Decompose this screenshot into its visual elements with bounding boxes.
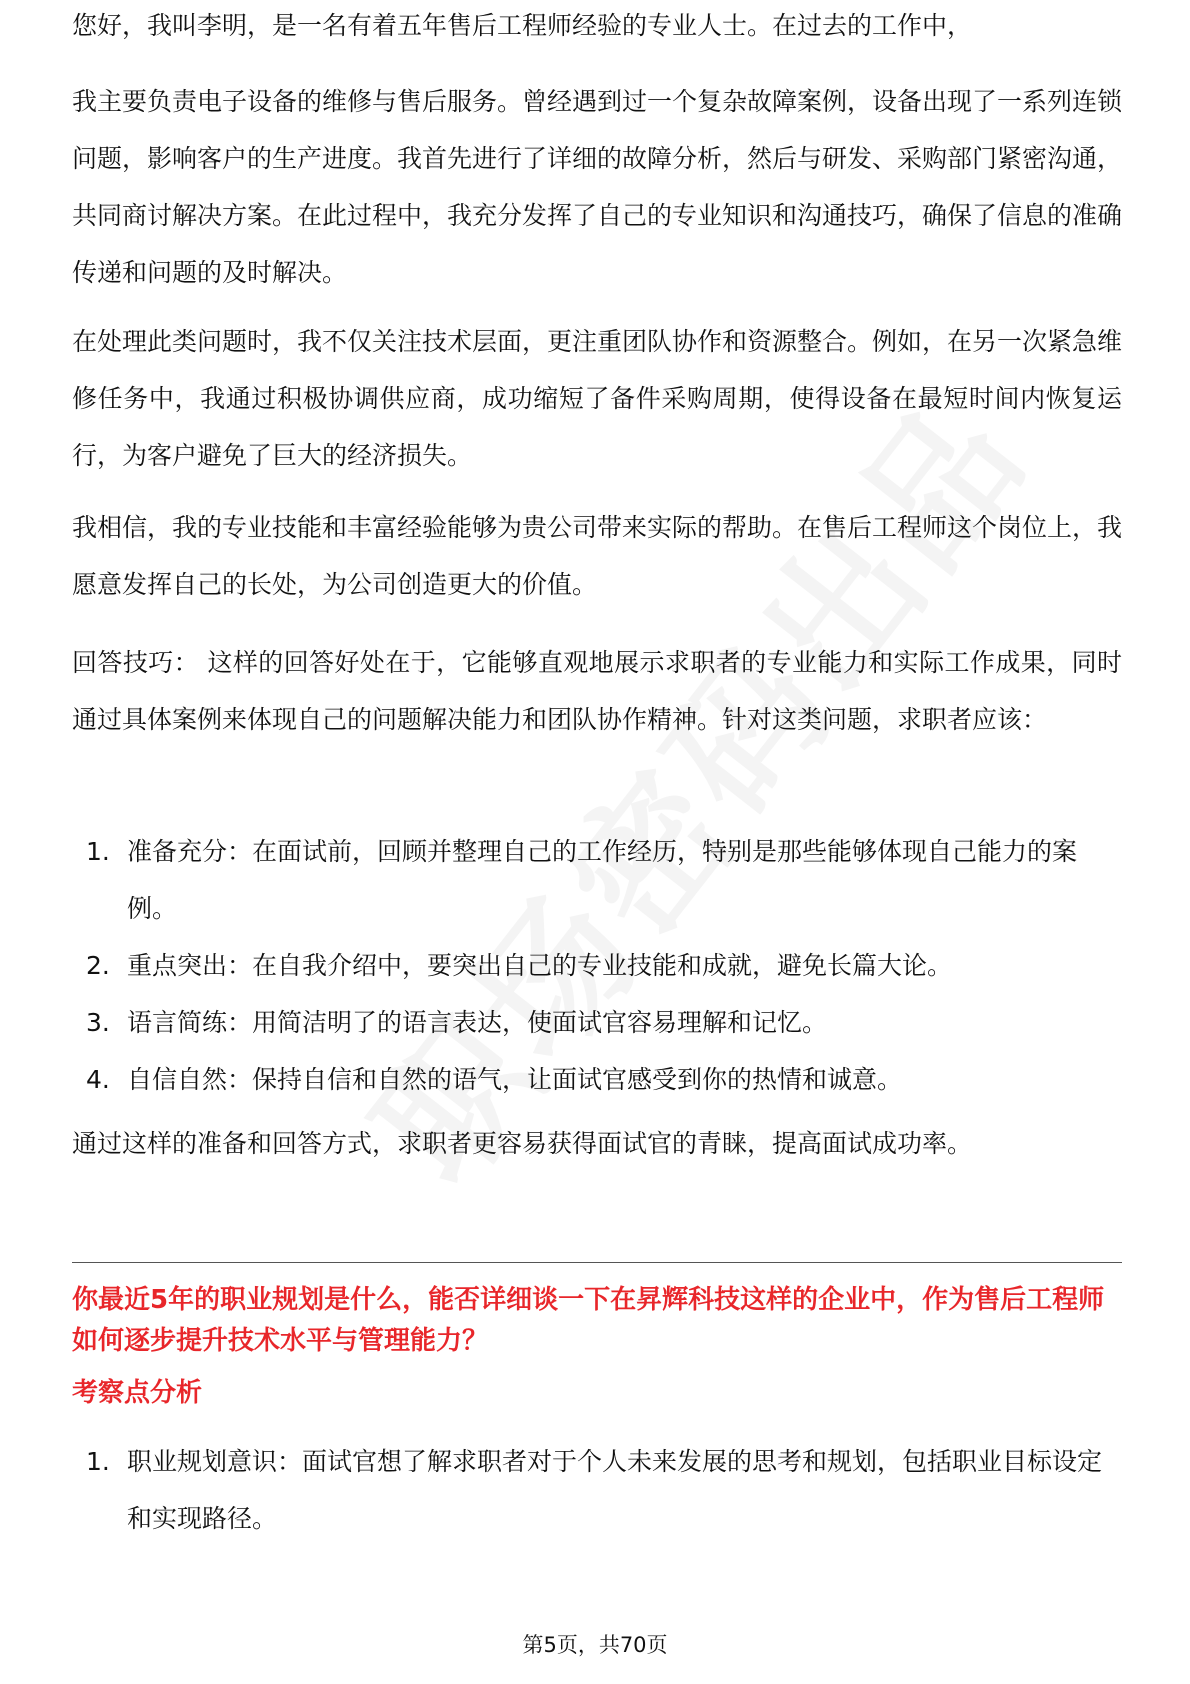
interview-question: 你最近5年的职业规划是什么，能否详细谈一下在昇辉科技这样的企业中，作为售后工程师如何逐步提升技术水平与管理能力？	[72, 1285, 1105, 1356]
paragraph-conclusion: 通过这样的准备和回答方式，求职者更容易获得面试官的青睐，提高面试成功率。	[72, 1129, 973, 1158]
page-number-footer: 第5页，共70页	[522, 1633, 668, 1657]
paragraph-teamwork: 在处理此类问题时，我不仅关注技术层面，更注重团队协作和资源整合。例如，在另一次紧急维修任务中，我通过积极协调供应商，成功缩短了备件采购周期，使得设备在最短时间内恢复运行，为客户避免了巨大的经济损失。	[72, 327, 1123, 470]
list-item-number: 4.	[86, 1065, 110, 1094]
section-divider	[72, 1262, 1122, 1263]
list-item	[72, 994, 1122, 1051]
list-item	[72, 937, 1122, 994]
list-item-text: 职业规划意识：面试官想了解求职者对于个人未来发展的思考和规划，包括职业目标设定和实现路径。	[127, 1447, 1103, 1533]
analysis-list	[72, 1433, 1122, 1547]
list-item-number: 1.	[86, 837, 110, 866]
list-item-number: 3.	[86, 1008, 110, 1037]
list-item-text: 准备充分：在面试前，回顾并整理自己的工作经历，特别是那些能够体现自己能力的案例。	[127, 837, 1078, 923]
tips-list	[72, 823, 1122, 1108]
list-item	[72, 823, 1122, 937]
paragraph-answer-tips: 回答技巧： 这样的回答好处在于，它能够直观地展示求职者的专业能力和实际工作成果，同时通过具体案例来体现自己的问题解决能力和团队协作精神。针对这类问题，求职者应该：	[72, 648, 1122, 734]
analysis-heading: 考察点分析	[72, 1378, 203, 1408]
list-item	[72, 1433, 1122, 1547]
list-item	[72, 1051, 1122, 1108]
list-item-text: 语言简练：用简洁明了的语言表达，使面试官容易理解和记忆。	[127, 1008, 828, 1037]
list-item-text: 自信自然：保持自信和自然的语气，让面试官感受到你的热情和诚意。	[127, 1065, 903, 1094]
paragraph-experience: 我主要负责电子设备的维修与售后服务。曾经遇到过一个复杂故障案例，设备出现了一系列连锁问题，影响客户的生产进度。我首先进行了详细的故障分析，然后与研发、采购部门紧密沟通，共同商讨解决方案。在此过程中，我充分发挥了自己的专业知识和沟通技巧，确保了信息的准确传递和问题的及时解决。	[72, 87, 1123, 287]
top-clipped-line-text: 您好，我叫李明，是一名有着五年售后工程师经验的专业人士。在过去的工作中，	[72, 11, 973, 40]
list-item-number: 1.	[86, 1447, 110, 1476]
top-clipped-line	[72, 11, 1122, 57]
list-item-number: 2.	[86, 951, 110, 980]
paragraph-value: 我相信，我的专业技能和丰富经验能够为贵公司带来实际的帮助。在售后工程师这个岗位上，我愿意发挥自己的长处，为公司创造更大的价值。	[72, 513, 1123, 599]
list-item-text: 重点突出：在自我介绍中，要突出自己的专业技能和成就，避免长篇大论。	[127, 951, 953, 980]
